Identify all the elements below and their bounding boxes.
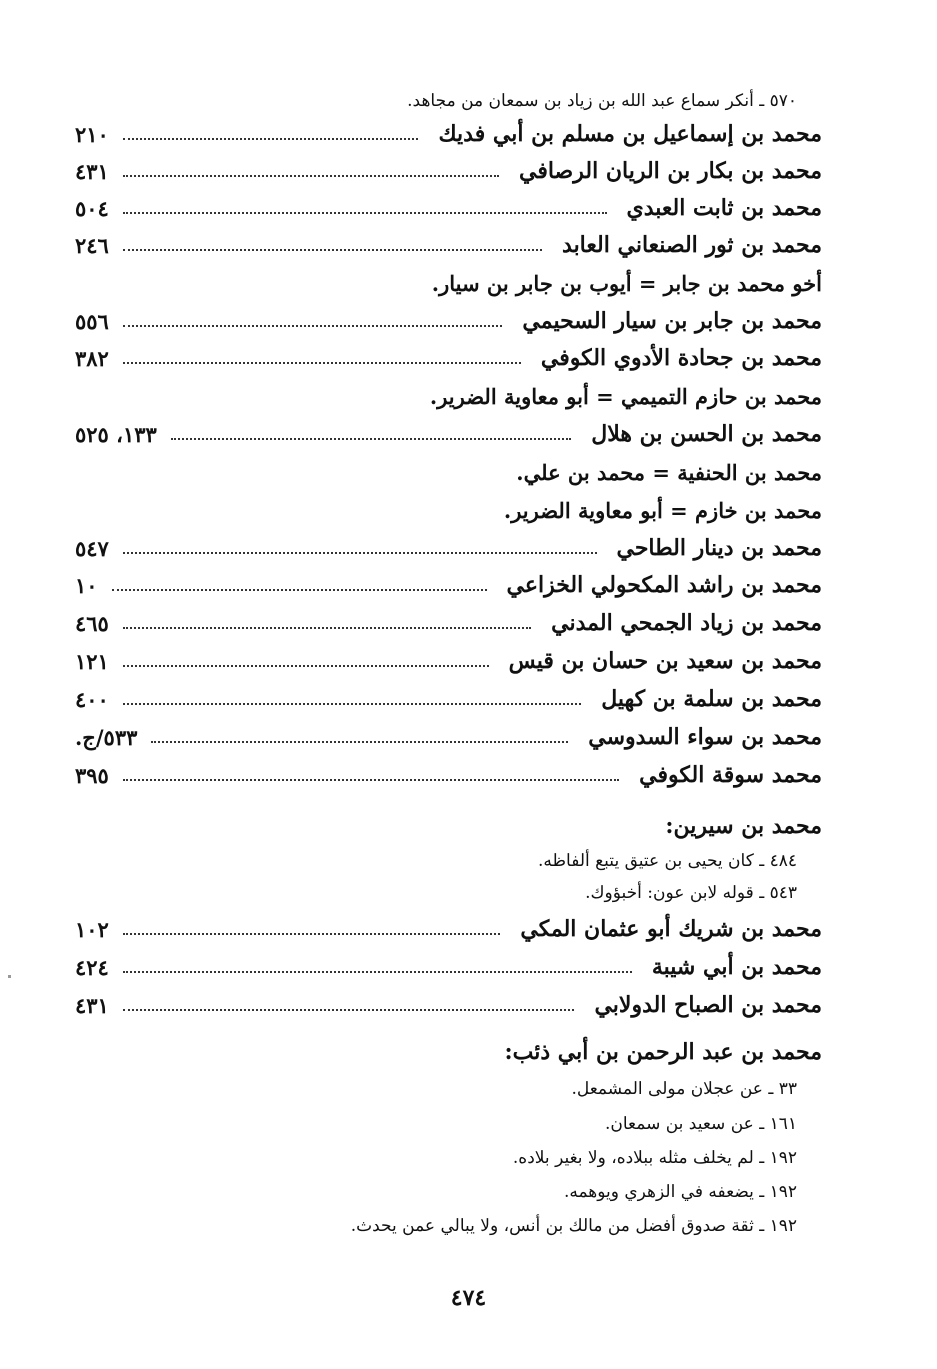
- heading-text: محمد بن عبد الرحمن بن أبي ذئب:: [504, 1039, 822, 1065]
- entry-pages: ٥٥٦: [75, 308, 109, 334]
- entry-pages: ١٠: [75, 572, 98, 598]
- entry-pages: ٢٤٦: [75, 232, 109, 258]
- index-entry: [75, 681, 822, 717]
- note-text: ١٩٢ ـ لم يخلف مثله ببلاده، ولا بغير بلاده.: [512, 1148, 797, 1168]
- entry-heading: [75, 1034, 822, 1070]
- entry-name: محمد بن سلمة بن كهيل: [601, 686, 822, 712]
- heading-text: محمد بن سيرين:: [665, 813, 822, 839]
- xref-text: محمد بن خازم = أبو معاوية الضرير.: [503, 497, 822, 523]
- index-entry: [75, 530, 822, 566]
- index-entry: [75, 567, 822, 603]
- note-text: ٥٤٣ ـ قوله لابن عون: أخبؤوك.: [585, 883, 797, 903]
- index-entry: [75, 116, 822, 152]
- entry-name: محمد بن إسماعيل بن مسلم بن أبي فديك: [438, 121, 822, 147]
- note-line: [75, 1211, 797, 1241]
- cross-reference: [75, 492, 822, 528]
- note-text: ٥٧٠ ـ أنكر سماع عبد الله بن زياد بن سمعان من مجاهد.: [407, 91, 797, 111]
- entry-heading: [75, 808, 822, 844]
- entry-name: محمد سوقة الكوفي: [639, 762, 822, 788]
- index-entry: [75, 605, 822, 641]
- note-line: [75, 1177, 797, 1207]
- leader-dots: [123, 175, 499, 177]
- leader-dots: [123, 362, 521, 364]
- entry-name: محمد بن دينار الطاحي: [616, 535, 822, 561]
- entry-name: محمد بن الصباح الدولابي: [594, 992, 822, 1018]
- entry-pages: ٥٠٤: [75, 195, 109, 221]
- index-entry: [75, 340, 822, 376]
- entry-pages: ٣٨٢: [75, 345, 109, 371]
- entry-pages: ١٠٢: [75, 916, 109, 942]
- entry-name: محمد بن أبي شيبة: [651, 954, 822, 980]
- entry-name: محمد بن ثابت العبدي: [626, 195, 822, 221]
- index-entry: [75, 987, 822, 1023]
- xref-text: محمد بن الحنفية = محمد بن علي.: [516, 459, 822, 485]
- cross-reference: [75, 454, 822, 490]
- entry-name: محمد بن بكار بن الريان الرصافي: [518, 158, 822, 184]
- leader-dots: [123, 138, 419, 140]
- xref-text: أخو محمد بن جابر = أيوب بن جابر بن سيار.: [431, 270, 822, 296]
- note-text: ٣٣ ـ عن عجلان مولى المشمعل.: [571, 1079, 797, 1099]
- leader-dots: [123, 552, 597, 554]
- index-entry: [75, 757, 822, 793]
- entry-name: محمد بن زياد الجمحي المدني: [551, 610, 822, 636]
- entry-pages: ٥٣٣/ج.: [75, 724, 138, 750]
- page-number: ٤٧٤: [450, 1285, 487, 1311]
- entry-name: محمد بن شريك أبو عثمان المكي: [520, 916, 822, 942]
- leader-dots: [123, 665, 489, 667]
- cross-reference: [75, 378, 822, 414]
- leader-dots: [123, 933, 501, 935]
- leader-dots: [123, 325, 503, 327]
- entry-pages: ٤٣١: [75, 158, 109, 184]
- leader-dots: [151, 741, 568, 743]
- index-entry: [75, 416, 822, 452]
- entry-name: محمد بن الحسن بن هلال: [591, 421, 822, 447]
- index-entry: [75, 227, 822, 263]
- leader-dots: [123, 1009, 575, 1011]
- entry-pages: ١٣٣، ٥٢٥: [75, 421, 157, 447]
- index-entry: [75, 190, 822, 226]
- index-entry: [75, 911, 822, 947]
- leader-dots: [123, 212, 607, 214]
- cross-reference: [75, 265, 822, 301]
- index-entry: [75, 643, 822, 679]
- entry-pages: ٥٤٧: [75, 535, 109, 561]
- note-text: ١٩٢ ـ ثقة صدوق أفضل من مالك بن أنس، ولا يبالي عمن يحدث.: [350, 1216, 797, 1236]
- entry-name: محمد بن سعيد بن حسان بن قيس: [508, 648, 822, 674]
- xref-text: محمد بن حازم التميمي = أبو معاوية الضرير.: [429, 383, 822, 409]
- leader-dots: [123, 703, 581, 705]
- entry-pages: ٣٩٥: [75, 762, 109, 788]
- entry-pages: ٤٦٥: [75, 610, 109, 636]
- note-line: [75, 1109, 797, 1139]
- entry-pages: ٤٢٤: [75, 954, 109, 980]
- leader-dots: [123, 627, 531, 629]
- note-text: ١٦١ ـ عن سعيد بن سمعان.: [604, 1114, 797, 1134]
- leader-dots: [123, 971, 632, 973]
- entry-name: محمد بن ثور الصنعاني العابد: [562, 232, 822, 258]
- note-text: ١٩٢ ـ يضعفه في الزهري ويوهمه.: [563, 1182, 797, 1202]
- leader-dots: [123, 249, 542, 251]
- entry-name: محمد بن راشد المكحولي الخزاعي: [506, 572, 822, 598]
- entry-pages: ٤٣١: [75, 992, 109, 1018]
- entry-name: محمد بن سواء السدوسي: [588, 724, 822, 750]
- entry-name: محمد بن جحادة الأدوي الكوفي: [540, 345, 822, 371]
- note-line: [75, 878, 797, 908]
- note-text: ٤٨٤ ـ كان يحيى بن عتيق يتبع ألفاظه.: [538, 851, 797, 871]
- margin-mark: [8, 975, 11, 978]
- leader-dots: [112, 589, 487, 591]
- entry-pages: ١٢١: [75, 648, 109, 674]
- index-entry: [75, 303, 822, 339]
- note-line: [75, 846, 797, 876]
- entry-name: محمد بن جابر بن سيار السحيمي: [522, 308, 822, 334]
- note-line: [75, 86, 797, 116]
- index-entry: [75, 153, 822, 189]
- entry-pages: ٤٠٠: [75, 686, 109, 712]
- leader-dots: [171, 438, 571, 440]
- note-line: [75, 1143, 797, 1173]
- entry-pages: ٢١٠: [75, 121, 109, 147]
- note-line: [75, 1074, 797, 1104]
- leader-dots: [123, 779, 619, 781]
- index-entry: [75, 719, 822, 755]
- index-entry: [75, 949, 822, 985]
